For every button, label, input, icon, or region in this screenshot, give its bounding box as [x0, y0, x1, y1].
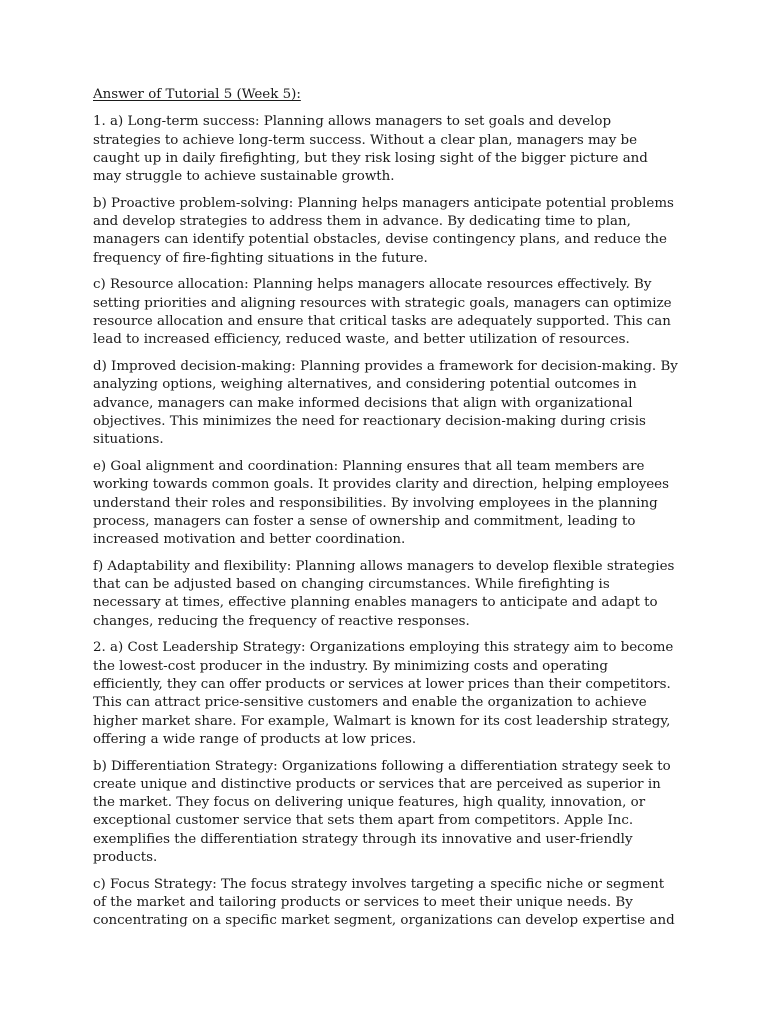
paragraph-1f-adaptability: f) Adaptability and flexibility: Planning allows managers to develop flexible strategies that can be adjusted based on changing circumstances. While firefighting is necessary at times, effective planning enables managers to anticipate and adapt to changes, reducing the frequency of reactive responses.: [93, 558, 675, 629]
paragraph-1b-proactive-problem-solving: b) Proactive problem-solving: Planning helps managers anticipate potential problems and develop strategies to address them in advance. By dedicating time to plan, managers can identify potential obstacles, devise contingency plans, and reduce the frequency of fire-fighting situations in the future.: [93, 195, 674, 266]
document-title: Answer of Tutorial 5 (Week 5):: [93, 87, 301, 102]
paragraph-1d-improved-decision-making: d) Improved decision-making: Planning provides a framework for decision-making. By analyzing options, weighing alternatives, and considering potential outcomes in advance, managers can make informed decisions that align with organizational objectives. This minimizes the need for reactionary decision-making during crisis situations.: [93, 359, 678, 448]
paragraph-2c-focus-strategy: c) Focus Strategy: The focus strategy involves targeting a specific niche or segment of the market and tailoring products or services to meet their unique needs. By concentrating on a specific market segment, organizations can develop expertise and: [93, 876, 675, 929]
paragraph-1c-resource-allocation: c) Resource allocation: Planning helps managers allocate resources effectively. By setting priorities and aligning resources with strategic goals, managers can optimize resource allocation and ensure that critical tasks are adequately supported. This can lead to increased efficiency, reduced waste, and better utilization of resources.: [93, 277, 672, 348]
paragraph-2b-differentiation: b) Differentiation Strategy: Organizations following a differentiation strategy seek to create unique and distinctive products or services that are perceived as superior in the market. They focus on delivering unique features, high quality, innovation, or exceptional customer service that sets them apart from competitors. Apple Inc. exemplifies the differentiation strategy through its innovative and user-friendly products.: [93, 758, 671, 866]
paragraph-1a-long-term-success: 1. a) Long-term success: Planning allows managers to set goals and develop strategies to achieve long-term success. Without a clear plan, managers may be caught up in daily firefighting, but they risk losing sight of the bigger picture and may struggle to achieve sustainable growth.: [93, 114, 648, 185]
paragraph-1e-goal-alignment: e) Goal alignment and coordination: Planning ensures that all team members are working towards common goals. It provides clarity and direction, helping employees understand their roles and responsibilities. By involving employees in the planning process, managers can foster a sense of ownership and commitment, leading to increased motivation and better coordination.: [93, 458, 669, 548]
paragraph-2a-cost-leadership: 2. a) Cost Leadership Strategy: Organizations employing this strategy aim to become the lowest-cost producer in the industry. By minimizing costs and operating efficiently, they can offer products or services at lower prices than their competitors. This can attract price-sensitive customers and enable the organization to achieve higher market share. For example, Walmart is known for its cost leadership strategy, offering a wide range of products at low prices.: [93, 640, 674, 747]
